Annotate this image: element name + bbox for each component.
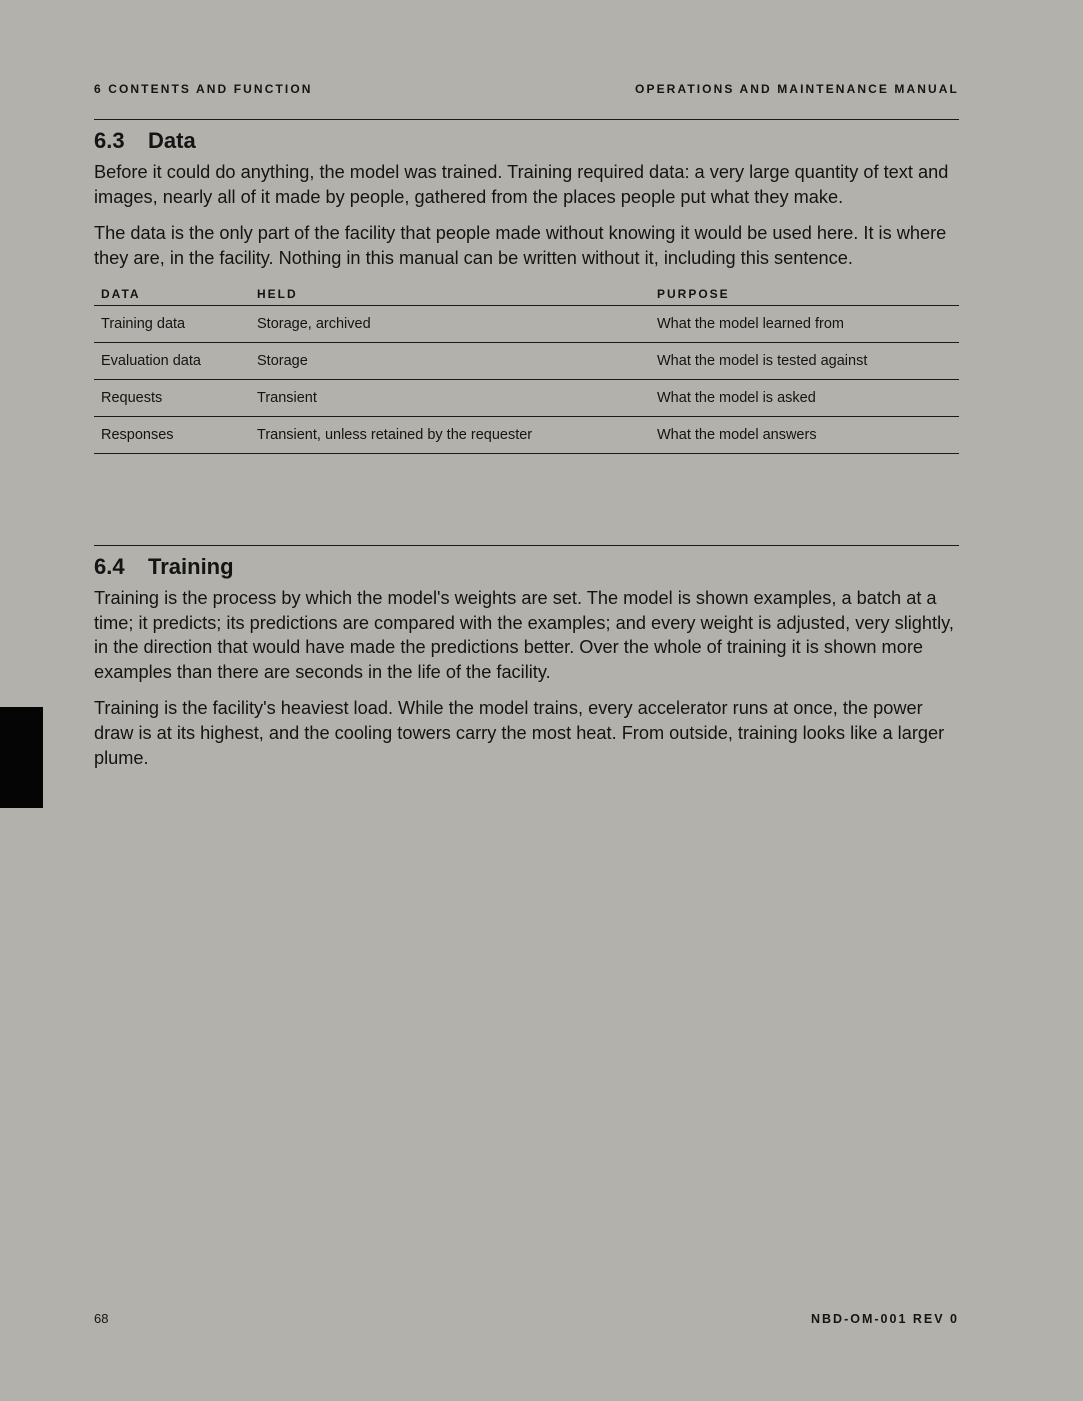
table-cell: Training data (94, 306, 250, 343)
section-training (94, 545, 959, 782)
section-number: 6.4 (94, 554, 125, 579)
table-cell: Evaluation data (94, 343, 250, 380)
table-cell: Responses (94, 417, 250, 454)
paragraph: The data is the only part of the facility that people made without knowing it would be used here. It is where they are, in the facility. Nothing in this manual can be written without it, including this sentence. (94, 223, 947, 268)
column-header: HELD (250, 282, 650, 306)
table-row (94, 417, 959, 454)
manual-page (94, 0, 959, 1401)
paragraph: Training is the process by which the model's weights are set. The model is shown examples, a batch at a time; it predicts; its predictions are compared with the examples; and every weight is adjusted, very slightly, in the direction that would have made the predictions better. Over the whole of training it is shown more examples than there are seconds in the life of the facility. (94, 588, 954, 682)
section-heading (94, 554, 959, 580)
table-cell: Transient, unless retained by the requester (250, 417, 650, 454)
section-data (94, 119, 959, 454)
table-cell: What the model is asked (650, 380, 959, 417)
table-row (94, 306, 959, 343)
page-footer (94, 1311, 959, 1326)
chapter-label: 6 CONTENTS AND FUNCTION (94, 82, 313, 96)
table-cell: Transient (250, 380, 650, 417)
data-table (94, 282, 959, 454)
running-header (94, 82, 959, 96)
section-title: Data (148, 128, 196, 153)
table-cell: What the model is tested against (650, 343, 959, 380)
column-header: DATA (94, 282, 250, 306)
table-cell: Storage, archived (250, 306, 650, 343)
document-id: NBD-OM-001 REV 0 (811, 1311, 959, 1326)
paragraph: Training is the facility's heaviest load. While the model trains, every accelerator runs at once, the power draw is at its highest, and the cooling towers carry the most heat. From outside, training looks like a larger plume. (94, 698, 945, 768)
table-header-row (94, 282, 959, 306)
table-cell: Requests (94, 380, 250, 417)
page-number: 68 (94, 1311, 109, 1326)
column-header: PURPOSE (650, 282, 959, 306)
table-cell: Storage (250, 343, 650, 380)
table-row (94, 380, 959, 417)
table-cell: What the model learned from (650, 306, 959, 343)
section-title: Training (148, 554, 234, 579)
table-row (94, 343, 959, 380)
section-number: 6.3 (94, 128, 125, 153)
chapter-edge-tab (0, 707, 43, 808)
manual-title: OPERATIONS AND MAINTENANCE MANUAL (635, 82, 959, 96)
paragraph: Before it could do anything, the model was trained. Training required data: a very large quantity of text and images, nearly all of it made by people, gathered from the places people put what they make. (94, 162, 949, 207)
table-cell: What the model answers (650, 417, 959, 454)
section-heading (94, 128, 959, 154)
